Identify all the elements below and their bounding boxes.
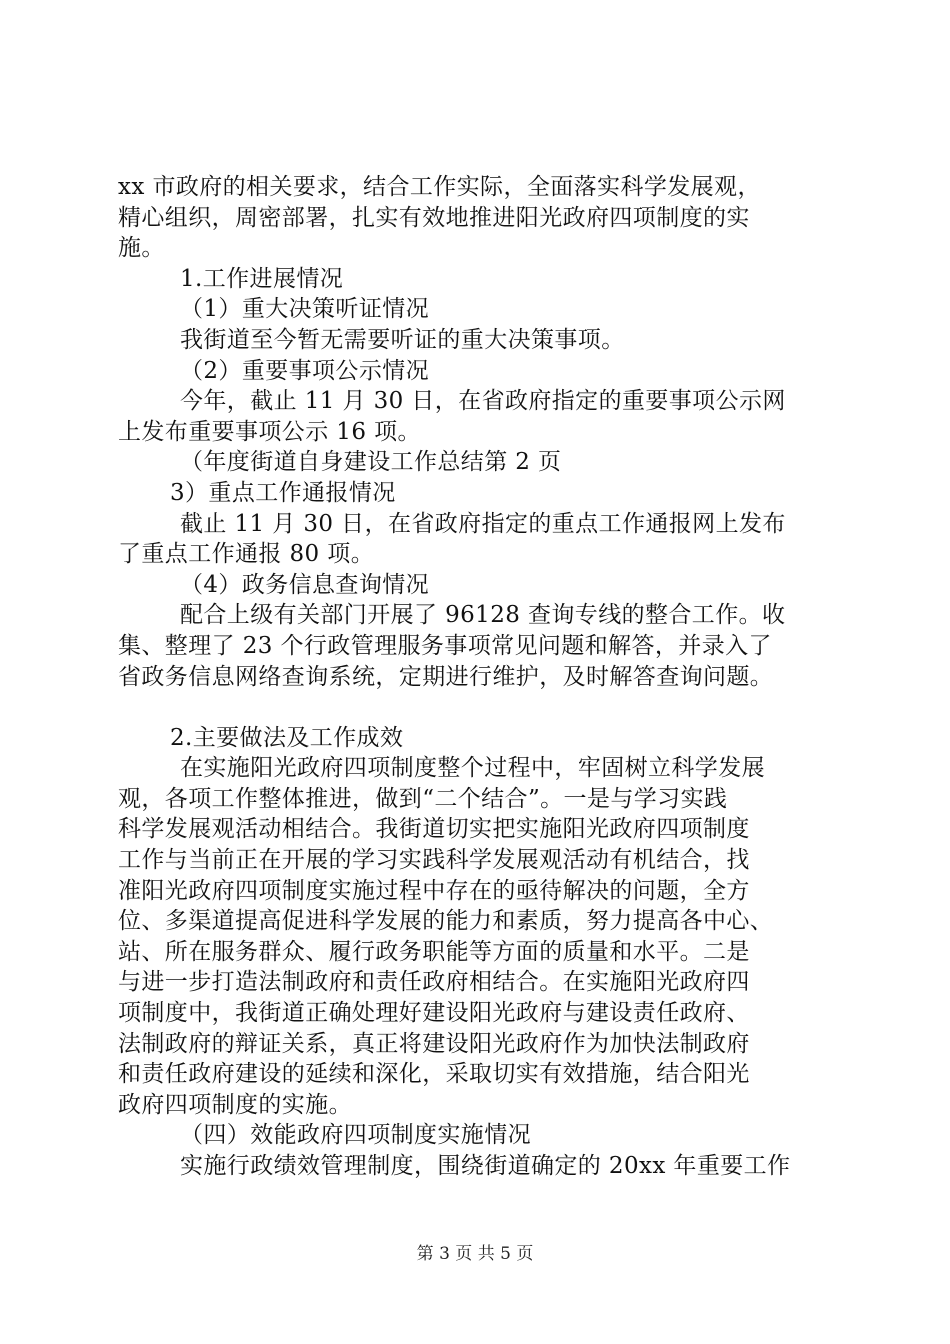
text-line: 配合上级有关部门开展了 96128 查询专线的整合工作。收 xyxy=(180,602,786,629)
text-line: 准阳光政府四项制度实施过程中存在的亟待解决的问题，全方 xyxy=(118,877,750,904)
text-line: 在实施阳光政府四项制度整个过程中，牢固树立科学发展 xyxy=(180,755,765,782)
text-line: 项制度中，我街道正确处理好建设阳光政府与建设责任政府、 xyxy=(118,1000,750,1027)
text-line: 工作与当前正在开展的学习实践科学发展观活动有机结合，找 xyxy=(118,847,750,874)
body-text xyxy=(118,172,836,1182)
text-line: 省政务信息网络查询系统，定期进行维护，及时解答查询问题。 xyxy=(118,663,774,690)
page-footer: 第 3 页 共 5 页 xyxy=(416,1244,534,1264)
text-line: 截止 11 月 30 日，在省政府指定的重点工作通报网上发布 xyxy=(180,510,786,537)
section-heading: 1.工作进展情况 xyxy=(180,265,344,292)
text-line: 精心组织，周密部署，扎实有效地推进阳光政府四项制度的实 xyxy=(118,204,750,231)
text-line: 上发布重要事项公示 16 项。 xyxy=(118,418,421,445)
text-line: 观，各项工作整体推进，做到“二个结合”。一是与学习实践 xyxy=(118,785,728,812)
subsection-heading: （2）重要事项公示情况 xyxy=(180,357,430,384)
text-line: 了重点工作通报 80 项。 xyxy=(118,541,375,568)
text-line: 实施行政绩效管理制度，围绕街道确定的 20xx 年重要工作 xyxy=(180,1153,791,1179)
text-line: xx 市政府的相关要求，结合工作实际，全面落实科学发展观， xyxy=(118,174,761,200)
subsection-heading: （1）重大决策听证情况 xyxy=(180,296,430,323)
text-line: 科学发展观活动相结合。我街道切实把实施阳光政府四项制度 xyxy=(118,816,750,843)
text-line: 集、整理了 23 个行政管理服务事项常见问题和解答，并录入了 xyxy=(118,632,772,659)
text-line: 政府四项制度的实施。 xyxy=(118,1091,352,1118)
text-line: 今年，截止 11 月 30 日，在省政府指定的重要事项公示网 xyxy=(180,388,786,415)
section-heading: 2.主要做法及工作成效 xyxy=(170,724,404,751)
text-line: 与进一步打造法制政府和责任政府相结合。在实施阳光政府四 xyxy=(118,969,750,996)
text-line: 站、所在服务群众、履行政务职能等方面的质量和水平。二是 xyxy=(118,938,750,965)
text-line: 位、多渠道提高促进科学发展的能力和素质，努力提高各中心、 xyxy=(118,908,774,935)
text-line: （年度街道自身建设工作总结第 2 页 xyxy=(180,449,562,476)
paragraph-gap xyxy=(118,692,836,723)
subsection-heading: （四）效能政府四项制度实施情况 xyxy=(180,1122,531,1149)
text-line: 和责任政府建设的延续和深化，采取切实有效措施，结合阳光 xyxy=(118,1061,750,1088)
text-line: 我街道至今暂无需要听证的重大决策事项。 xyxy=(180,326,625,353)
subsection-heading: （4）政务信息查询情况 xyxy=(180,571,430,598)
text-line: 法制政府的辩证关系，真正将建设阳光政府作为加快法制政府 xyxy=(118,1030,750,1057)
text-line: 施。 xyxy=(118,235,165,262)
subsection-heading: 3）重点工作通报情况 xyxy=(170,479,396,506)
